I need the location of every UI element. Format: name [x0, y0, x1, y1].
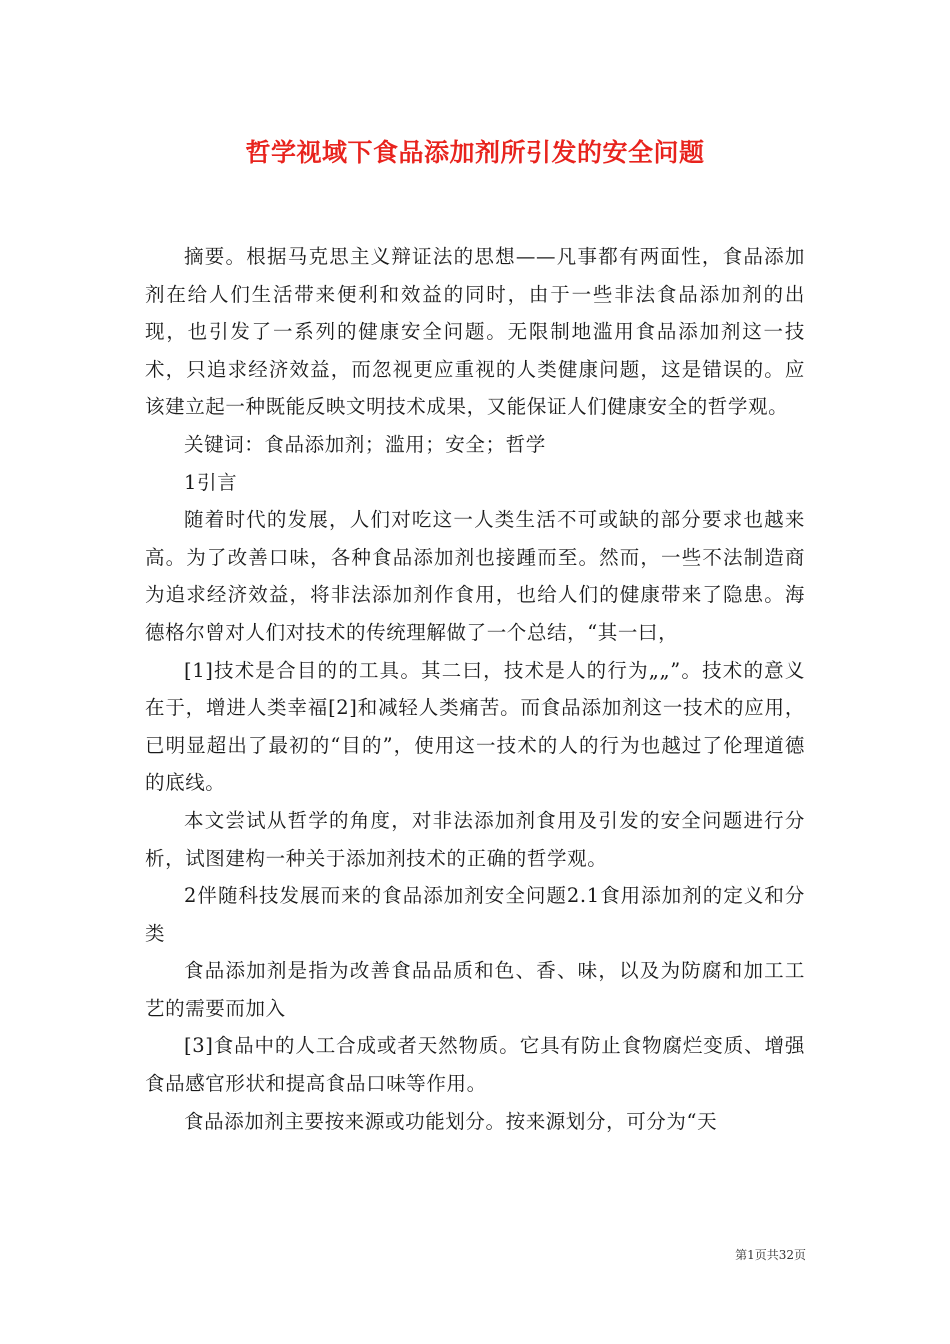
- section-heading-safety: 2伴随科技发展而来的食品添加剂安全问题2.1食用添加剂的定义和分类: [145, 884, 805, 945]
- body-paragraph: [3]食品中的人工合成或者天然物质。它具有防止食物腐烂变质、增强食品感官形状和提高食品口味等作用。: [145, 1034, 805, 1096]
- body-paragraph: 食品添加剂主要按来源或功能划分。按来源划分，可分为“天: [184, 1109, 718, 1133]
- abstract-paragraph: 摘要。根据马克思主义辩证法的思想——凡事都有两面性，食品添加剂在给人们生活带来便利和效益的同时，由于一些非法食品添加剂的出现，也引发了一系列的健康安全问题。无限制地滥用食品添加剂这一技术，只追求经济效益，而忽视更应重视的人类健康问题，这是错误的。应该建立起一种既能反映文明技术成果，又能保证人们健康安全的哲学观。: [145, 245, 805, 419]
- page-number: 第1页共32页: [735, 1248, 806, 1262]
- keywords-paragraph: 关键词：食品添加剂；滥用；安全；哲学: [184, 432, 546, 456]
- body-paragraph: 食品添加剂是指为改善食品品质和色、香、味，以及为防腐和加工工艺的需要而加入: [145, 959, 805, 1020]
- document-body: [145, 238, 805, 1140]
- section-heading-introduction: 1引言: [184, 470, 238, 494]
- body-paragraph: [1]技术是合目的的工具。其二曰，技术是人的行为„„”。技术的意义在于，增进人类幸福[2]和减轻人类痛苦。而食品添加剂这一技术的应用，已明显超出了最初的“目的”，使用这一技术的人的行为也越过了伦理道德的底线。: [145, 658, 805, 795]
- body-paragraph: 随着时代的发展，人们对吃这一人类生活不可或缺的部分要求也越来高。为了改善口味，各种食品添加剂也接踵而至。然而，一些不法制造商为追求经济效益，将非法添加剂作食用，也给人们的健康带来了隐患。海德格尔曾对人们对技术的传统理解做了一个总结，“其一曰，: [145, 508, 805, 644]
- document-title: 哲学视域下食品添加剂所引发的安全问题: [245, 138, 705, 167]
- body-paragraph: 本文尝试从哲学的角度，对非法添加剂食用及引发的安全问题进行分析，试图建构一种关于添加剂技术的正确的哲学观。: [145, 808, 805, 870]
